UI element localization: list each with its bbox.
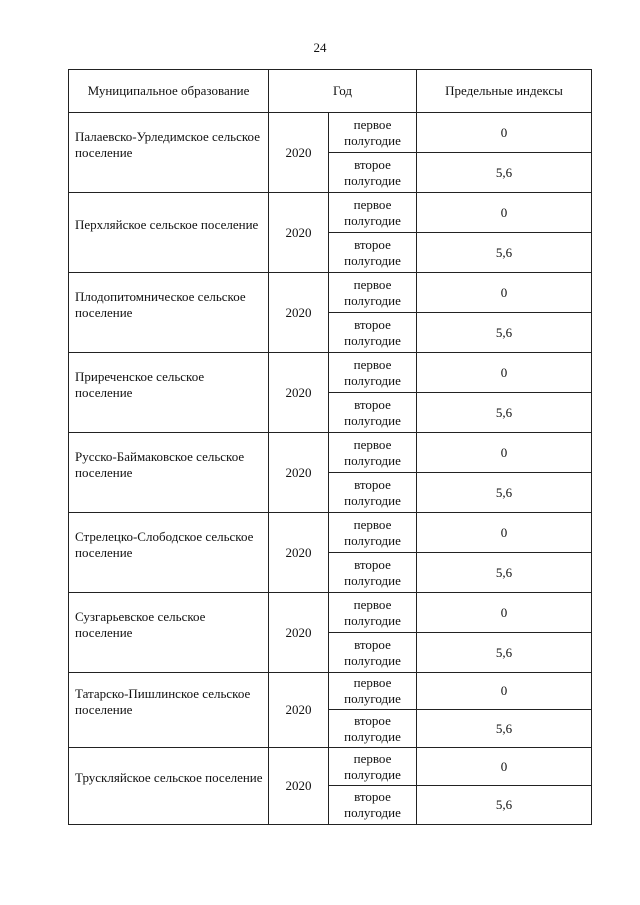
second-half-cell: второе полугодие: [329, 313, 417, 353]
second-half-cell: второе полугодие: [329, 710, 417, 748]
index-table: [68, 69, 592, 825]
header-index: Предельные индексы: [417, 70, 592, 113]
first-half-cell: первое полугодие: [329, 193, 417, 233]
first-half-cell: первое полугодие: [329, 113, 417, 153]
municipality-cell: [69, 113, 269, 193]
table-body: [69, 113, 592, 825]
second-half-cell: второе полугодие: [329, 473, 417, 513]
year-cell: 2020: [269, 113, 329, 193]
municipality-cell: [69, 513, 269, 593]
year-cell: 2020: [269, 673, 329, 748]
second-half-index-cell: 5,6: [417, 153, 592, 193]
first-half-index-cell: 0: [417, 353, 592, 393]
municipality-name: Стрелецко-Слободское сельское поселение: [75, 528, 254, 560]
municipality-cell: [69, 673, 269, 748]
first-half-cell: первое полугодие: [329, 748, 417, 786]
table-row: [69, 673, 592, 710]
first-half-cell: первое полугодие: [329, 673, 417, 710]
table-header-row: [69, 70, 592, 113]
table-row: [69, 113, 592, 153]
first-half-cell: первое полугодие: [329, 593, 417, 633]
first-half-index-cell: 0: [417, 113, 592, 153]
second-half-index-cell: 5,6: [417, 473, 592, 513]
year-cell: 2020: [269, 748, 329, 825]
table-row: [69, 353, 592, 393]
table-row: [69, 433, 592, 473]
first-half-cell: первое полугодие: [329, 273, 417, 313]
second-half-cell: второе полугодие: [329, 153, 417, 193]
first-half-index-cell: 0: [417, 673, 592, 710]
municipality-cell: [69, 273, 269, 353]
year-cell: 2020: [269, 433, 329, 513]
year-cell: 2020: [269, 193, 329, 273]
second-half-index-cell: 5,6: [417, 633, 592, 673]
second-half-cell: второе полугодие: [329, 633, 417, 673]
second-half-cell: второе полугодие: [329, 393, 417, 433]
header-municipality: Муниципальное образование: [69, 70, 269, 113]
table-row: [69, 513, 592, 553]
table-row: [69, 193, 592, 233]
municipality-name: Русско-Баймаковское сельское поселение: [75, 448, 245, 480]
second-half-index-cell: 5,6: [417, 393, 592, 433]
municipality-cell: [69, 193, 269, 273]
second-half-index-cell: 5,6: [417, 786, 592, 825]
first-half-index-cell: 0: [417, 513, 592, 553]
municipality-name: Сузгарьевское сельское поселение: [75, 608, 206, 640]
municipality-name: Татарско-Пишлинское сельское поселение: [75, 686, 251, 717]
first-half-cell: первое полугодие: [329, 433, 417, 473]
second-half-index-cell: 5,6: [417, 233, 592, 273]
year-cell: 2020: [269, 513, 329, 593]
municipality-cell: [69, 433, 269, 513]
year-cell: 2020: [269, 353, 329, 433]
second-half-cell: второе полугодие: [329, 233, 417, 273]
municipality-cell: [69, 593, 269, 673]
second-half-index-cell: 5,6: [417, 710, 592, 748]
table-row: [69, 748, 592, 786]
municipality-cell: [69, 748, 269, 825]
header-year: Год: [269, 70, 417, 113]
first-half-cell: первое полугодие: [329, 353, 417, 393]
second-half-index-cell: 5,6: [417, 313, 592, 353]
municipality-name: Перхляйское сельское поселение: [75, 216, 259, 232]
first-half-cell: первое полугодие: [329, 513, 417, 553]
first-half-index-cell: 0: [417, 748, 592, 786]
first-half-index-cell: 0: [417, 273, 592, 313]
second-half-index-cell: 5,6: [417, 553, 592, 593]
first-half-index-cell: 0: [417, 193, 592, 233]
municipality-cell: [69, 353, 269, 433]
municipality-name: Приреченское сельское поселение: [75, 368, 205, 400]
table-row: [69, 593, 592, 633]
municipality-name: Палаевско-Урледимское сельское поселение: [75, 128, 260, 160]
table-row: [69, 273, 592, 313]
municipality-name: Трускляйское сельское поселение: [75, 770, 263, 785]
municipality-name: Плодопитомническое сельское поселение: [75, 288, 246, 320]
first-half-index-cell: 0: [417, 433, 592, 473]
year-cell: 2020: [269, 593, 329, 673]
year-cell: 2020: [269, 273, 329, 353]
second-half-cell: второе полугодие: [329, 553, 417, 593]
second-half-cell: второе полугодие: [329, 786, 417, 825]
page-number: 24: [313, 40, 327, 55]
first-half-index-cell: 0: [417, 593, 592, 633]
